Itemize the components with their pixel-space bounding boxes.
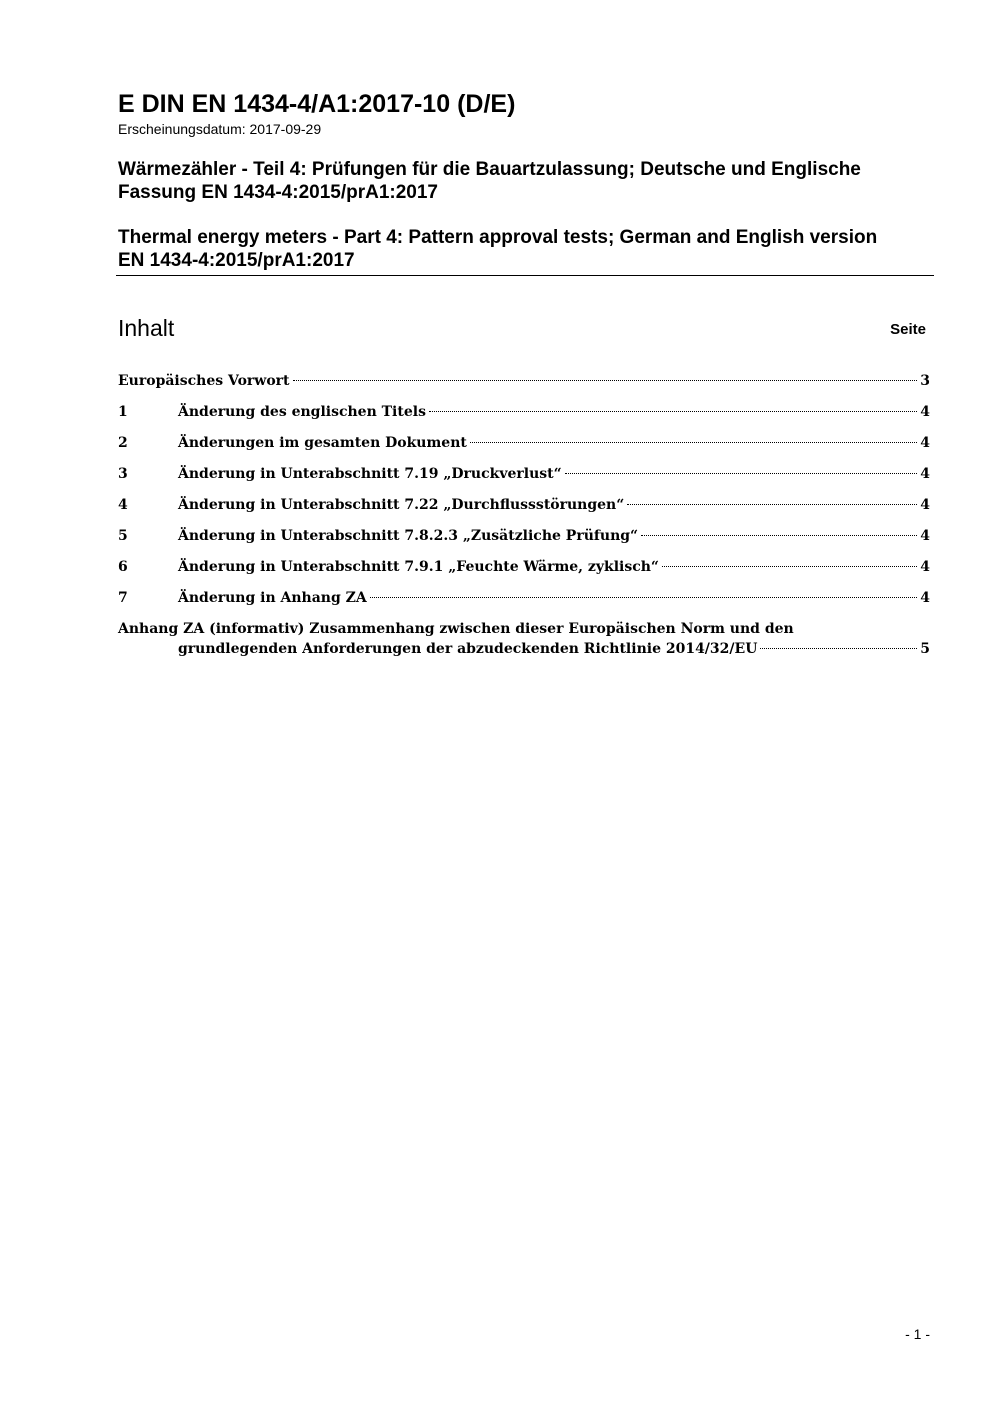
title-english-line: Thermal energy meters - Part 4: Pattern approval tests; German and English version bbox=[118, 227, 878, 248]
page-number: - 1 - bbox=[905, 1326, 930, 1342]
toc-entry[interactable] bbox=[118, 464, 930, 484]
toc-page-label: Seite bbox=[890, 321, 926, 338]
toc-entry[interactable] bbox=[118, 526, 930, 546]
publication-date: Erscheinungsdatum: 2017-09-29 bbox=[118, 121, 322, 137]
toc-entry-number: 1 bbox=[118, 404, 128, 420]
toc-header bbox=[118, 312, 926, 344]
toc-leader-dots bbox=[760, 648, 917, 649]
toc-leader-dots bbox=[370, 597, 918, 598]
toc-entry-page: 5 bbox=[920, 641, 930, 657]
toc-entry[interactable] bbox=[118, 402, 930, 422]
toc-entry-text: Änderungen im gesamten Dokument bbox=[178, 435, 467, 451]
toc-entry-text: Europäisches Vorwort bbox=[118, 373, 290, 389]
document-header bbox=[118, 88, 934, 272]
table-of-contents bbox=[118, 371, 930, 659]
toc-leader-dots bbox=[565, 473, 918, 474]
toc-entry-page: 4 bbox=[920, 590, 930, 606]
title-english bbox=[118, 226, 934, 272]
toc-leader-dots bbox=[641, 535, 917, 536]
toc-entry-text: Änderung in Unterabschnitt 7.22 „Durchflussstörungen“ bbox=[178, 497, 625, 513]
toc-entry-text: Änderung in Unterabschnitt 7.9.1 „Feuchte Wärme, zyklisch“ bbox=[178, 559, 659, 575]
toc-entry-text: Änderung in Unterabschnitt 7.19 „Druckverlust“ bbox=[178, 466, 562, 482]
toc-leader-dots bbox=[470, 442, 917, 443]
toc-entry-number: 2 bbox=[118, 435, 128, 451]
toc-entry[interactable] bbox=[118, 495, 930, 515]
toc-entry[interactable] bbox=[118, 588, 930, 608]
toc-entry-page: 4 bbox=[920, 404, 930, 420]
toc-entry-text: grundlegenden Anforderungen der abzudeckenden Richtlinie 2014/32/EU bbox=[178, 641, 758, 657]
toc-entry[interactable] bbox=[118, 557, 930, 577]
toc-entry-number: 4 bbox=[118, 497, 128, 513]
title-german-line: Wärmezähler - Teil 4: Prüfungen für die Bauartzulassung; Deutsche und Englische bbox=[118, 159, 861, 180]
title-german bbox=[118, 158, 934, 204]
toc-entry-text: Anhang ZA (informativ) Zusammenhang zwischen dieser Europäischen Norm und den bbox=[118, 621, 794, 637]
toc-title: Inhalt bbox=[118, 315, 175, 341]
toc-leader-dots bbox=[627, 504, 917, 505]
toc-entry-foreword[interactable] bbox=[118, 371, 930, 391]
toc-entry-page: 3 bbox=[920, 373, 930, 389]
toc-leader-dots bbox=[429, 411, 917, 412]
toc-entry-annex[interactable] bbox=[118, 619, 930, 659]
toc-entry-number: 3 bbox=[118, 466, 128, 482]
toc-entry-page: 4 bbox=[920, 435, 930, 451]
toc-entry-number: 7 bbox=[118, 590, 128, 606]
header-divider bbox=[116, 275, 934, 276]
title-english-line: EN 1434-4:2015/prA1:2017 bbox=[118, 250, 355, 271]
toc-entry-page: 4 bbox=[920, 528, 930, 544]
toc-entry-text: Änderung in Anhang ZA bbox=[178, 590, 367, 606]
toc-entry-page: 4 bbox=[920, 466, 930, 482]
toc-entry-text: Änderung des englischen Titels bbox=[178, 404, 426, 420]
toc-entry[interactable] bbox=[118, 433, 930, 453]
toc-entry-continuation bbox=[118, 639, 930, 659]
title-german-line: Fassung EN 1434-4:2015/prA1:2017 bbox=[118, 182, 438, 203]
toc-entry-page: 4 bbox=[920, 497, 930, 513]
toc-leader-dots bbox=[293, 380, 918, 381]
toc-entry-text: Änderung in Unterabschnitt 7.8.2.3 „Zusätzliche Prüfung“ bbox=[178, 528, 639, 544]
document-title: E DIN EN 1434-4/A1:2017-10 (D/E) bbox=[118, 90, 516, 118]
toc-entry-page: 4 bbox=[920, 559, 930, 575]
toc-entry-number: 5 bbox=[118, 528, 128, 544]
toc-entry-number: 6 bbox=[118, 559, 128, 575]
toc-leader-dots bbox=[662, 566, 917, 567]
